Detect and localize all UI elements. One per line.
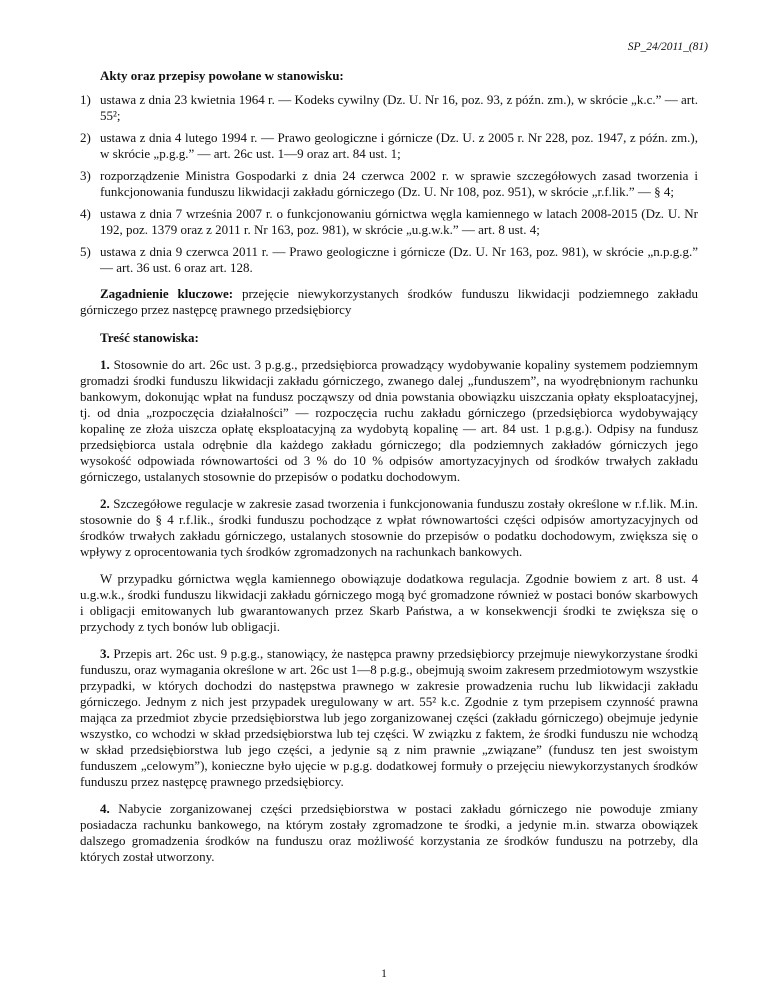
act-list-item — [80, 244, 698, 276]
act-number: 2) — [80, 130, 91, 145]
content-paragraphs — [80, 357, 698, 865]
paragraph-text: Szczegółowe regulacje w zakresie zasad tworzenia i funkcjonowania funduszu zostały określone w r.f.lik. M.in. stosownie do § 4 r.f.lik., środki funduszu pochodzące z wpłat równowartości części odpisów amortyzacyjnych od środków trwałych zakładu górniczego, ustalanych stosownie do przepisów o podatku dochodowym, zwiększa się o wpływy z oprocentowania tych środków zgromadzonych na rachunkach bankowych. — [80, 496, 698, 559]
page-number: 1 — [381, 968, 387, 980]
paragraph-text: W przypadku górnictwa węgla kamiennego obowiązuje dodatkowa regulacja. Zgodnie bowiem z art. 8 ust. 4 u.g.w.k., środki funduszu likwidacji zakładu górniczego mogą być gromadzone również w postaci bonów skarbowych i obligacji emitowanych lub gwarantowanych przez Skarb Państwa, a w konsekwencji środki te zwiększa się o przychody z tych bonów lub obligacji. — [80, 571, 698, 634]
content-paragraph — [80, 801, 698, 865]
act-text: ustawa z dnia 9 czerwca 2011 r. — Prawo geologiczne i górnicze (Dz. U. Nr 163, poz. 981), w skrócie „n.p.g.g.” — art. 36 ust. 6 oraz art. 128. — [100, 244, 698, 275]
act-list-item — [80, 92, 698, 124]
acts-heading: Akty oraz przepisy powołane w stanowisku: — [100, 68, 344, 83]
act-text: rozporządzenie Ministra Gospodarki z dnia 24 czerwca 2002 r. w sprawie szczegółowych zasad tworzenia i funkcjonowania funduszu likwidacji zakładu górniczego (Dz. U. Nr 108, poz. 951), w skrócie „r.f.lik.” — § 4; — [100, 168, 698, 199]
act-number: 1) — [80, 92, 91, 107]
content-heading: Treść stanowiska: — [100, 330, 199, 345]
act-number: 5) — [80, 244, 91, 259]
act-list-item — [80, 168, 698, 200]
act-text: ustawa z dnia 4 lutego 1994 r. — Prawo geologiczne i górnicze (Dz. U. z 2005 r. Nr 228, poz. 1947, z późn. zm.), w skrócie „p.g.g.” — art. 26c ust. 1—9 oraz art. 84 ust. 1; — [100, 130, 698, 161]
paragraph-text: Stosownie do art. 26c ust. 3 p.g.g., przedsiębiorca prowadzący wydobywanie kopaliny systemem podziemnym gromadzi środki funduszu likwidacji zakładu górniczego, zwanego dalej „funduszem”, na wyodrębnionym rachunku bankowym, dokonując wpłat na fundusz począwszy od dnia powstania obowiązku uiszczania opłaty eksploatacyjnej, tj. od dnia „rozpoczęcia działalności” — rozpoczęcia ruchu zakładu górniczego (przedsiębiorca wydobywający kopalinę ze złoża uiszcza opłatę eksploatacyjną za wydobytą kopalinę — art. 84 ust. 1 p.g.g.). Odpisy na fundusz przedsiębiorca ustala odrębnie dla każdego zakładu górniczego; dla podziemnych zakładów górniczych jego wysokość odpowiada równowartości od 3 % do 10 % odpisów amortyzacyjnych od środków trwałych zakładu górniczego, ustalanych stosownie do przepisów o podatku dochodowym. — [80, 357, 698, 484]
act-list-item — [80, 130, 698, 162]
document-reference: SP_24/2011_(81) — [627, 41, 708, 53]
paragraph-text: Przepis art. 26c ust. 9 p.g.g., stanowiący, że następca prawny przedsiębiorcy przejmuje niewykorzystane środki funduszu, oraz wymagania określone w art. 26c ust 1—8 p.g.g., obejmują swoim zakresem przedmiotowym wszystkie przypadki, w których dochodzi do następstwa prawnego w zakresie prowadzenia ruchu lub likwidacji zakładu górniczego. Jednym z nich jest przypadek uregulowany w art. 55² k.c. Zgodnie z tym przepisem czynność prawna mająca za przedmiot zbycie przedsiębiorstwa lub jego zorganizowanej części (zakładu górniczego) obejmuje jedynie wszystko, co wchodzi w skład przedsiębiorstwa lub tej części. W związku z faktem, że środki funduszu nie wchodzą w skład przedsiębiorstwa lub jego części, a jedynie są z nim prawnie „związane” (fundusz ten jest swoistym funduszem „celowym”), konieczne było ujęcie w p.g.g. dodatkowej formuły o przejęciu niewykorzystanych środków funduszu przez następcę prawnego przedsiębiorcy. — [80, 646, 698, 789]
content-paragraph — [80, 646, 698, 790]
acts-list — [80, 92, 698, 276]
content-paragraph — [80, 357, 698, 485]
paragraph-number: 1. — [100, 357, 110, 372]
content-paragraph — [80, 571, 698, 635]
act-number: 3) — [80, 168, 91, 183]
act-list-item — [80, 206, 698, 238]
paragraph-number: 2. — [100, 496, 110, 511]
act-text: ustawa z dnia 7 września 2007 r. o funkcjonowaniu górnictwa węgla kamiennego w latach 2008-2015 (Dz. U. Nr 192, poz. 1379 oraz z 2011 r. Nr 163, poz. 981), w skrócie „u.g.w.k.” — art. 8 ust. 4; — [100, 206, 698, 237]
content-paragraph — [80, 496, 698, 560]
paragraph-number: 3. — [100, 646, 110, 661]
key-issue-label: Zagadnienie kluczowe: — [100, 286, 234, 301]
act-text: ustawa z dnia 23 kwietnia 1964 r. — Kodeks cywilny (Dz. U. Nr 16, poz. 93, z późn. zm.), w skrócie „k.c.” — art. 55²; — [100, 92, 698, 123]
paragraph-number: 4. — [100, 801, 110, 816]
key-issue — [80, 286, 698, 318]
paragraph-text: Nabycie zorganizowanej części przedsiębiorstwa w postaci zakładu górniczego nie powoduje zmiany posiadacza rachunku bankowego, na którym zostały zgromadzone te środki, a jedynie m.in. stwarza obowiązek dalszego gromadzenia środków na funduszu oraz możliwość korzystania ze środków funduszu na potrzeby, dla których został utworzony. — [80, 801, 698, 864]
act-number: 4) — [80, 206, 91, 221]
key-issue-text: przejęcie niewykorzystanych środków funduszu likwidacji podziemnego zakładu górniczego przez następcę prawnego przedsiębiorcy — [80, 286, 698, 317]
